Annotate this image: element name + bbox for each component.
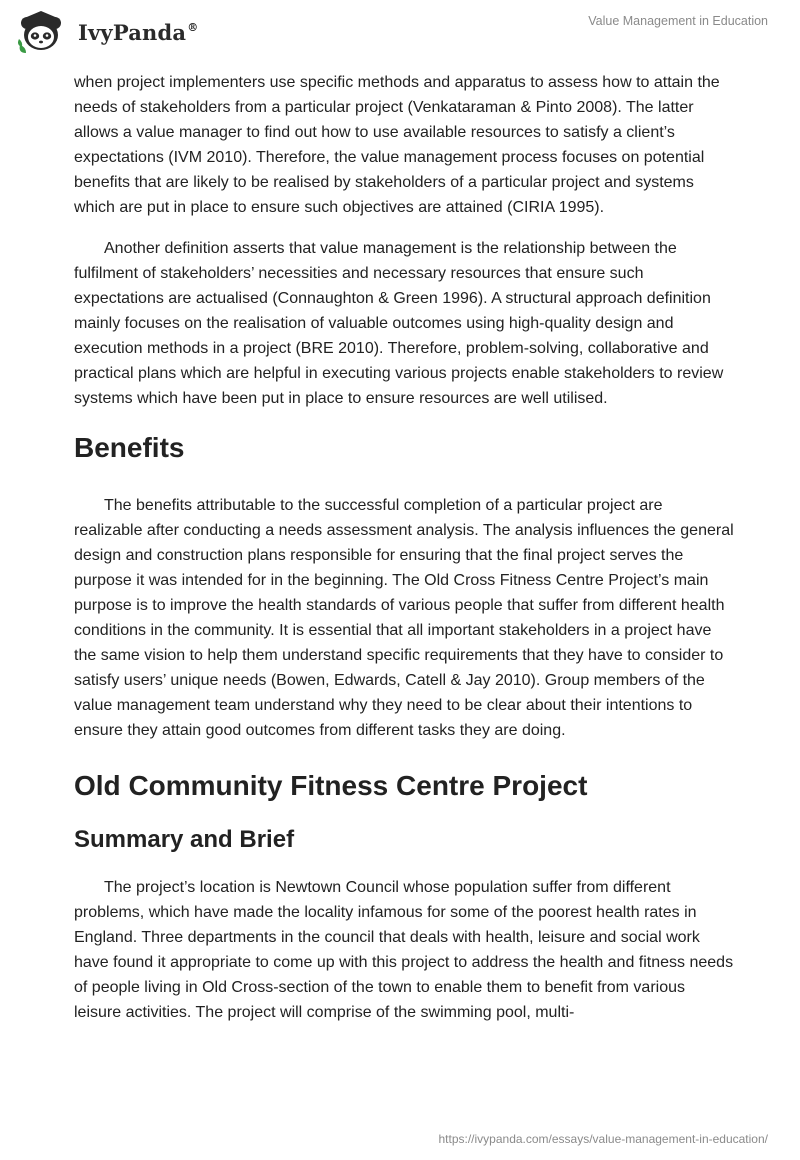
panda-graduate-icon: [16, 9, 72, 55]
paragraph: Another definition asserts that value management is the relationship between the fulfilment of stakeholders’ necessities and necessary resources that ensure such expectations are actualised (Connaughton & Green 1996). A structural approach definition mainly focuses on the realisation of valuable outcomes using high-quality design and execution methods in a project (BRE 2010). Therefore, problem-solving, collaborative and practical plans which are helpful in executing various projects enable stakeholders to review systems which have been put in place to ensure resources are well utilised.: [74, 240, 724, 407]
logo[interactable]: [16, 8, 198, 56]
page-header: [0, 0, 800, 70]
paragraph: The benefits attributable to the successful completion of a particular project are realizable after conducting a needs assessment analysis. The analysis influences the general design and construction plans responsible for ensuring that the final project serves the purpose it was intended for in the beginning. The Old Cross Fitness Centre Project’s main purpose is to improve the health standards of various people that suffer from different health conditions in the community. It is essential that all important stakeholders in a project have the same vision to help them understand specific requirements that they have to consider to satisfy users’ unique needs (Bowen, Edwards, Catell & Jay 2010). Group members of the value management team understand why they need to be clear about their intentions to ensure they attain good outcomes from different tasks they are doing.: [74, 497, 734, 739]
brand-name: IvyPanda®: [78, 19, 199, 45]
document-title: Value Management in Education: [588, 14, 768, 28]
subheading-summary: Summary and Brief: [74, 826, 295, 853]
heading-benefits: Benefits: [74, 432, 185, 463]
footer-url[interactable]: https://ivypanda.com/essays/value-management-in-education/: [438, 1132, 768, 1146]
heading-project: Old Community Fitness Centre Project: [74, 770, 588, 801]
paragraph: The project’s location is Newtown Council whose population suffer from different problems, which have made the locality infamous for some of the poorest health rates in England. Three departments in the council that deals with health, leisure and social work have found it appropriate to come up with this project to address the health and fitness needs of people living in Old Cross-section of the town to enable them to benefit from various leisure activities. The project will comprise of the swimming pool, multi-: [74, 879, 734, 1021]
essay-content: [74, 70, 734, 1041]
paragraph: when project implementers use specific methods and apparatus to assess how to attain the needs of stakeholders from a particular project (Venkataraman & Pinto 2008). The latter allows a value manager to find out how to use available resources to satisfy a client’s expectations (IVM 2010). Therefore, the value management process focuses on potential benefits that are likely to be realised by stakeholders of a particular project and systems which are put in place to ensure such objectives are attained (CIRIA 1995).: [74, 74, 720, 216]
